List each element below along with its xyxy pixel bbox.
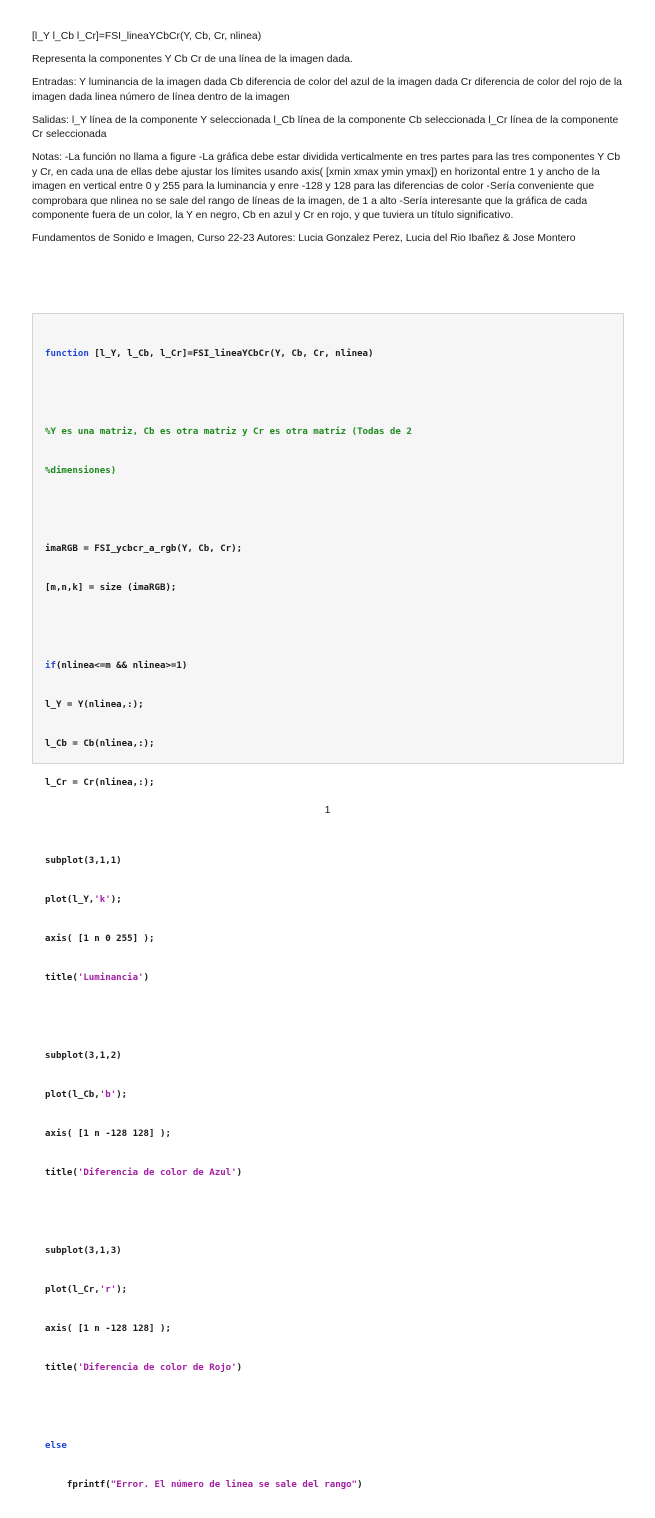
keyword-token: else <box>45 1441 67 1451</box>
inputs-paragraph: Entradas: Y luminancia de la imagen dada Cb diferencia de color del azul de la imagen dada Cr diferencia de color del rojo de la imagen dada linea número de línea dentro de la imagen <box>32 77 622 103</box>
code-text: plot(l_Cr, <box>45 1285 100 1295</box>
code-line: subplot(3,1,2) <box>45 1051 122 1061</box>
credits-paragraph: Fundamentos de Sonido e Imagen, Curso 22-23 Autores: Lucia Gonzalez Perez, Lucia del Rio Ibañez & Jose Montero <box>32 233 576 244</box>
code-line <box>45 1362 412 1375</box>
keyword-token: function <box>45 349 89 359</box>
code-text: ) <box>143 973 150 983</box>
function-signature: [l_Y l_Cb l_Cr]=FSI_lineaYCbCr(Y, Cb, Cr, nlinea) <box>32 31 262 42</box>
code-text: plot(l_Cb, <box>45 1090 100 1100</box>
code-line: subplot(3,1,1) <box>45 856 122 866</box>
code-text: ) <box>236 1363 243 1373</box>
string-token: 'Diferencia de color de Azul' <box>77 1168 237 1178</box>
code-text: [l_Y, l_Cb, l_Cr]=FSI_lineaYCbCr(Y, Cb, Cr, nlinea) <box>88 349 374 359</box>
string-token: 'r' <box>99 1285 117 1295</box>
code-text: title( <box>45 973 78 983</box>
code-line: l_Cr = Cr(nlinea,:); <box>45 778 155 788</box>
code-text: ) <box>357 1480 363 1490</box>
code-text: title( <box>45 1168 78 1178</box>
code-line: [m,n,k] = size (imaRGB); <box>45 583 177 593</box>
code-line: axis( [1 n -128 128] ); <box>45 1324 171 1334</box>
string-token: 'Diferencia de color de Rojo' <box>77 1363 237 1373</box>
code-line <box>45 660 412 673</box>
code-text: ); <box>116 1090 128 1100</box>
outputs-paragraph: Salidas: l_Y línea de la componente Y seleccionada l_Cb línea de la componente Cb seleccionada l_Cr línea de la componente Cr seleccionada <box>32 114 619 140</box>
code-line <box>45 894 412 907</box>
code-comment: %Y es una matriz, Cb es otra matriz y Cr es otra matriz (Todas de 2 <box>45 427 412 437</box>
code-line: imaRGB = FSI_ycbcr_a_rgb(Y, Cb, Cr); <box>45 544 243 554</box>
function-description: Representa la componentes Y Cb Cr de una línea de la imagen dada. <box>32 54 353 65</box>
code-line <box>45 972 412 985</box>
code-text: plot(l_Y, <box>45 895 95 905</box>
code-line <box>45 1284 412 1297</box>
string-token: "Error. El número de linea se sale del rango" <box>110 1480 358 1490</box>
code-text: ); <box>116 1285 128 1295</box>
code-indent <box>45 1480 67 1490</box>
string-token: 'b' <box>99 1090 117 1100</box>
code-line: l_Y = Y(nlinea,:); <box>45 700 144 710</box>
string-token: 'Luminancia' <box>77 973 144 983</box>
code-text: fprintf( <box>66 1480 111 1490</box>
code-line <box>45 1167 412 1180</box>
code-text: ) <box>236 1168 243 1178</box>
code-line: l_Cb = Cb(nlinea,:); <box>45 739 155 749</box>
code-line: axis( [1 n 0 255] ); <box>45 934 155 944</box>
code-comment: %dimensiones) <box>45 466 117 476</box>
code-line <box>45 348 412 361</box>
function-help-text <box>32 30 624 255</box>
code-line <box>45 1089 412 1102</box>
code-text: ); <box>110 895 122 905</box>
code-text: (nlinea<=m && nlinea>=1) <box>55 661 188 671</box>
code-text: title( <box>45 1363 78 1373</box>
code-listing <box>32 313 624 1490</box>
code-block <box>45 322 412 1518</box>
code-line: subplot(3,1,3) <box>45 1246 122 1256</box>
code-line: axis( [1 n -128 128] ); <box>45 1129 171 1139</box>
string-token: 'k' <box>94 895 111 905</box>
keyword-token: if <box>45 661 56 671</box>
page-number: 1 <box>324 804 331 816</box>
code-line <box>45 1479 412 1492</box>
notes-paragraph: Notas: -La función no llama a figure -La gráfica debe estar dividida verticalmente en tres partes para las tres componentes Y Cb y Cr, en cada una de ellas debe ajustar los límites usando axis( [xmin xmax ymin ymax]) en horizontal entre 1 y ancho de la imagen en vertical entre 0 y 255 para la luminancia y enre -128 y 128 para las diferencias de color -Sería conveniente que comprobara que nlinea no se sale del rango de líneas de la imagen, de 1 a alto -Sería interesante que la gráfica de cada componente fuera de un color, la Y en negro, Cb en azul y Cr en rojo, y que tuviera un título significativo. <box>32 152 621 221</box>
